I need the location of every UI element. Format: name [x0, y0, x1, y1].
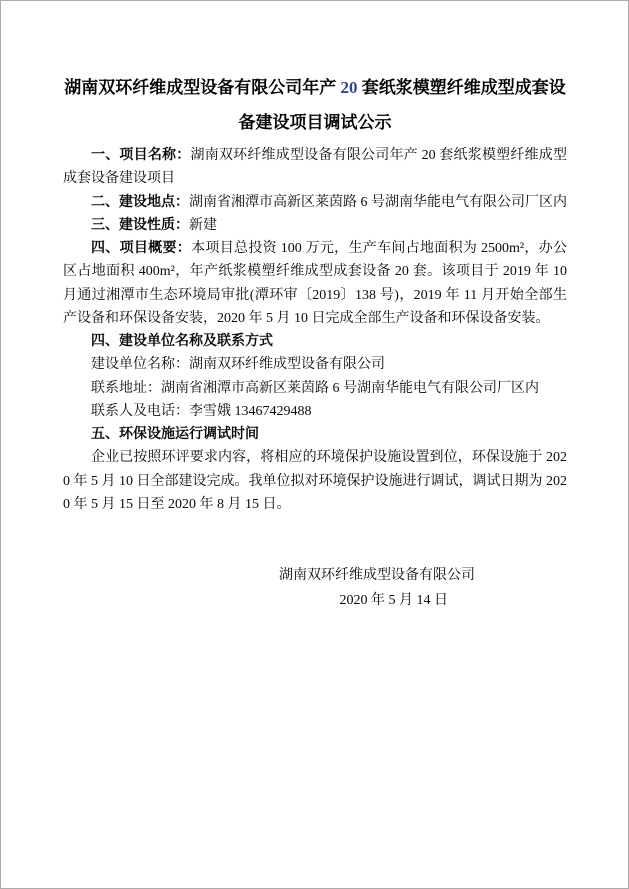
signature-date: 2020 年 5 月 14 日: [339, 593, 448, 608]
signature-block: [63, 563, 567, 613]
paragraph-project-summary: [63, 237, 567, 330]
section-text-construction-nature: 新建: [189, 217, 217, 233]
heading-debug-time: 五、环保设施运行调试时间: [91, 427, 259, 442]
document-body: [63, 144, 567, 516]
title-text-prefix: 湖南双环纤维成型设备有限公司年产: [64, 78, 341, 97]
section-label-construction-nature: 三、建设性质：: [91, 217, 189, 233]
section-text-project-summary: 本项目总投资 100 万元，生产车间占地面积为 2500m²，办公区占地面积 400m²，年产纸浆模塑纤维成型成套设备 20 套。该项目于 2019 年 10 月通过湘潭市生态环境局审批(潭环审〔2019〕138 号)，2019 年 11 月开始全部生产设备和环保设备安装，2020 年 5 月 10 日完成全部生产设备和环保设备安装。: [63, 241, 567, 326]
line-contact-person-phone: 联系人及电话：李雪娥 13467429488: [91, 403, 312, 419]
section-text-construction-site: 湖南省湘潭市高新区莱茵路 6 号湖南华能电气有限公司厂区内: [189, 194, 567, 210]
heading-contact-info: 四、建设单位名称及联系方式: [91, 334, 273, 349]
title-number: 20: [340, 78, 358, 97]
paragraph-construction-nature: [63, 214, 567, 237]
section-text-project-name: 湖南双环纤维成型设备有限公司年产 20 套纸浆模塑纤维成型成套设备建设项目: [63, 148, 567, 187]
paragraph-debug-time: 企业已按照环评要求内容，将相应的环境保护设施设置到位，环保设施于 2020 年 5 月 10 日全部建设完成。我单位拟对环境保护设施进行调试，调试日期为 2020 年 5 月 15 日至 2020 年 8 月 15 日。: [63, 450, 567, 512]
line-contact-address: 联系地址：湖南省湘潭市高新区莱茵路 6 号湖南华能电气有限公司厂区内: [91, 380, 539, 396]
paragraph-construction-site: [63, 191, 567, 214]
title-text-suffix: 套纸浆模塑纤维成型成套设备建设项目调试公示: [238, 78, 566, 132]
signature-company: 湖南双环纤维成型设备有限公司: [279, 568, 475, 583]
section-label-construction-site: 二、建设地点：: [91, 194, 189, 210]
section-label-project-name: 一、项目名称：: [91, 148, 191, 163]
document-page: [1, 1, 628, 613]
section-label-project-summary: 四、项目概要：: [91, 241, 192, 256]
line-company-name: 建设单位名称：湖南双环纤维成型设备有限公司: [91, 357, 385, 373]
paragraph-project-name: [63, 144, 567, 191]
document-title: [63, 70, 567, 140]
